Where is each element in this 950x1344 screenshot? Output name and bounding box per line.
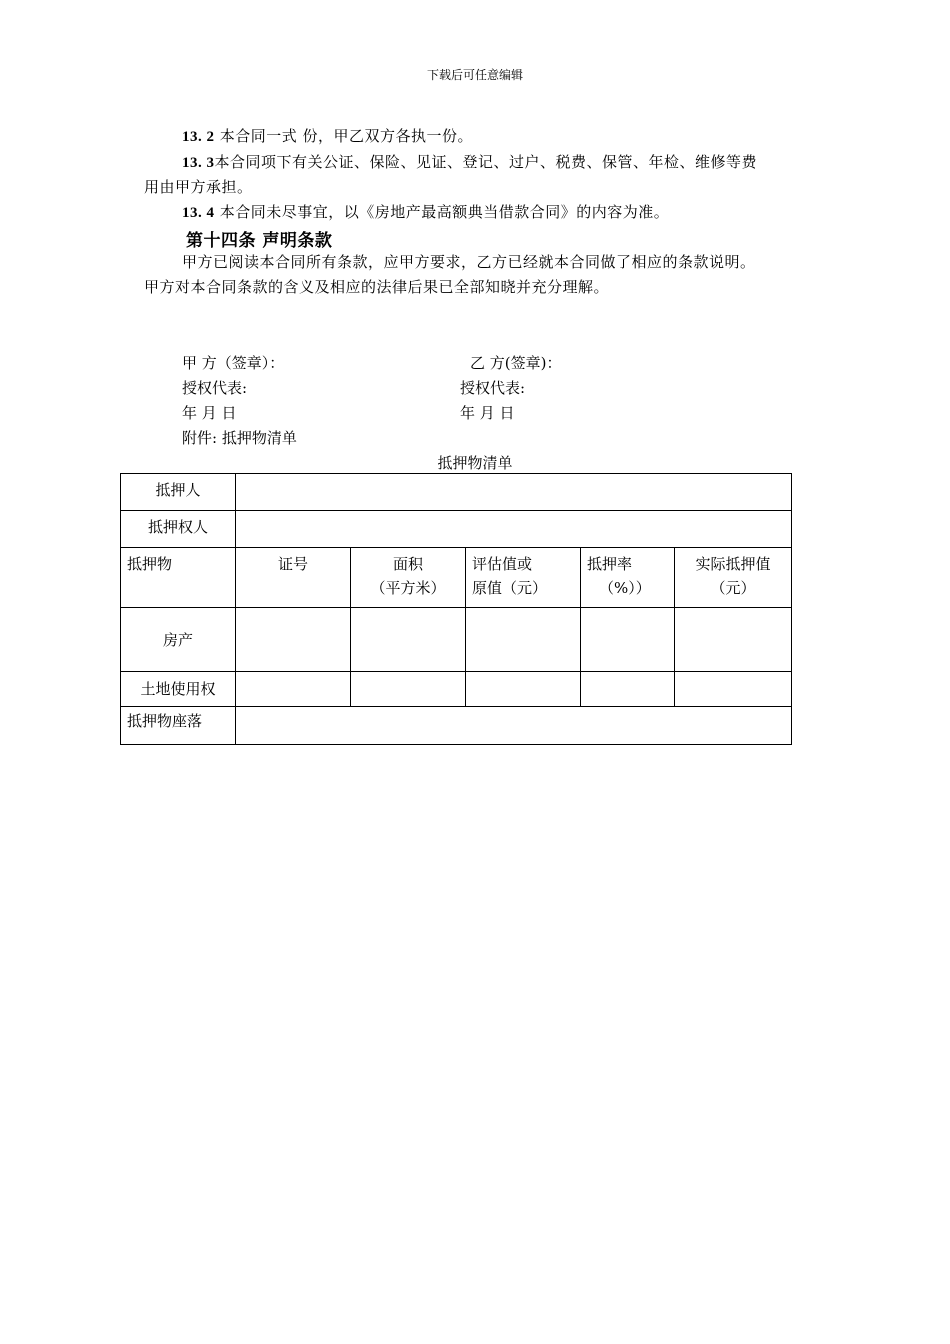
clause-13-4 [182,202,669,223]
clause-text: 本合同一式 份，甲乙双方各执一份。 [214,127,474,145]
table-cell [466,672,581,707]
label-land: 土地使用权 [140,680,216,698]
article-14-title: 第十四条 声明条款 [186,231,333,251]
pledge-list-table [120,473,792,745]
clause-number: 13. 2 [182,129,215,145]
party-a-date: 年 月 日 [182,404,237,422]
table-cell [351,672,466,707]
table-cell [675,672,792,707]
party-b-representative: 授权代表: [460,379,526,397]
table-cell [675,548,792,608]
clause-13-2 [182,126,473,147]
table-cell [351,548,466,608]
article-14-line-2: 甲方对本合同条款的含义及相应的法律后果已全部知晓并充分理解。 [144,278,610,296]
label-house: 房产 [162,630,193,649]
header-actual-line2: （元） [710,579,756,597]
table-cell [121,672,236,707]
clause-number: 13. 3 [182,155,215,171]
table-row [121,672,792,707]
table-cell [675,608,792,672]
header-area-line2: （平方米） [370,579,446,597]
table-cell [236,608,351,672]
table-caption: 抵押物清单 [437,454,513,472]
table-cell [581,608,675,672]
table-cell [351,608,466,672]
header-cert: 证号 [277,555,308,573]
header-area-line1: 面积 [392,555,423,573]
value-location [236,707,792,745]
party-a-representative: 授权代表: [182,379,248,397]
header-value-line2: 原值（元） [472,579,548,597]
header-value-line1: 评估值或 [472,555,533,573]
header-actual-line1: 实际抵押值 [695,555,771,573]
table-cell [121,707,236,745]
label-mortgagee: 抵押权人 [147,518,208,536]
clause-text: 本合同项下有关公证、保险、见证、登记、过户、税费、保管、年检、维修等费 [214,153,758,171]
table-row [121,707,792,745]
attachment-note: 附件: 抵押物清单 [182,429,297,447]
header-rate-line2: （%）） [599,579,651,597]
table-cell [121,548,236,608]
clause-text: 本合同未尽事宜，以《房地产最高额典当借款合同》的内容为准。 [214,203,670,221]
table-cell [466,608,581,672]
table-cell [121,511,236,548]
table-cell [236,548,351,608]
value-mortgagee [236,511,792,548]
page-header: 下载后可任意编辑 [426,68,523,82]
table-row [121,608,792,672]
table-cell [236,672,351,707]
table-cell [581,548,675,608]
label-location: 抵押物座落 [127,712,203,730]
header-rate-line1: 抵押率 [587,555,633,573]
article-14-line-1: 甲方已阅读本合同所有条款，应甲方要求，乙方已经就本合同做了相应的条款说明。 [182,253,756,271]
table-cell [121,608,236,672]
label-mortgagor: 抵押人 [155,481,201,499]
table-row [121,511,792,548]
clause-13-3 [182,152,757,173]
table-header-row [121,548,792,608]
party-a-signature: 甲 方（签章）： [182,354,285,372]
table-row [121,474,792,511]
clause-number: 13. 4 [182,205,215,221]
header-item: 抵押物 [127,555,173,573]
table-cell [121,474,236,511]
table-cell [581,672,675,707]
clause-13-3-continuation: 用由甲方承担。 [144,178,253,196]
value-mortgagor [236,474,792,511]
party-b-signature: 乙 方(签章)： [470,354,562,372]
table-cell [466,548,581,608]
party-b-date: 年 月 日 [460,404,515,422]
